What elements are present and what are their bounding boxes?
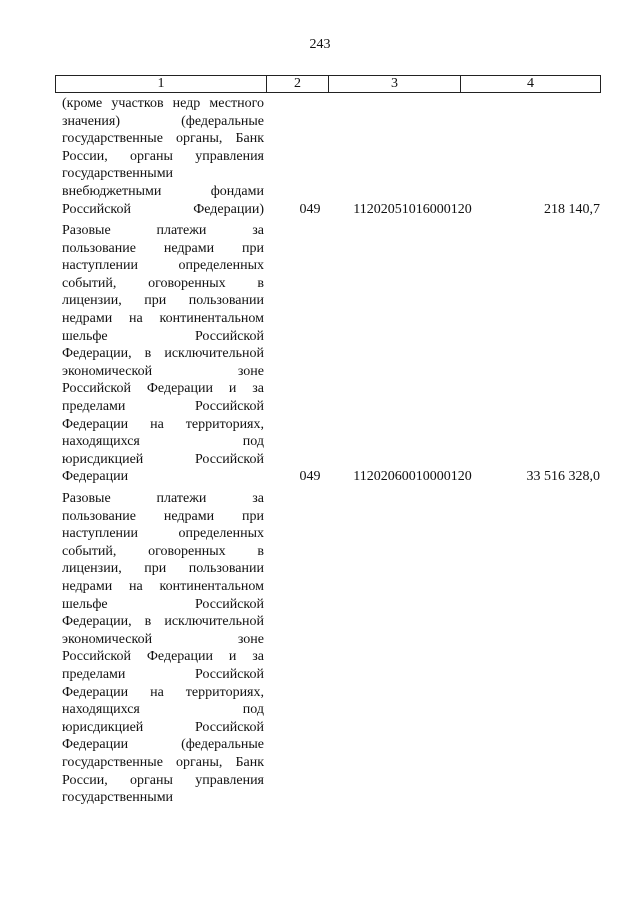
column-header-row	[56, 76, 601, 93]
description-line: Разовые платежи за	[62, 223, 264, 238]
description-line: (кроме участков недр местного	[62, 96, 264, 111]
description-line: событий, оговоренных в	[62, 543, 264, 559]
description-line: пределами Российской	[62, 398, 264, 414]
description-line: шельфе Российской	[62, 328, 264, 344]
description-line: Российской Федерации и за	[62, 649, 264, 665]
description-line: Федерации, в исключительной	[62, 614, 264, 630]
page-number: 243	[309, 37, 331, 52]
description-line: экономической зоне	[62, 631, 264, 647]
row-admin-code: 049	[299, 201, 321, 217]
row-admin-code: 049	[299, 469, 321, 485]
description-line: Российской Федерации и за	[62, 381, 264, 397]
column-header-table	[55, 75, 601, 93]
description-line: государственные органы, Банк	[62, 754, 264, 770]
description-line: Федерации	[62, 469, 129, 485]
description-line: государственными	[62, 790, 174, 806]
description-line: недрами на континентальном	[62, 578, 264, 594]
description-line: государственные органы, Банк	[62, 131, 264, 147]
description-line: пределами Российской	[62, 666, 264, 682]
description-line: лицензии, при пользовании	[62, 561, 264, 577]
description-line: Разовые платежи за	[62, 491, 264, 506]
description-line: событий, оговоренных в	[62, 275, 264, 291]
description-line: значения) (федеральные	[62, 113, 264, 129]
row-description	[62, 490, 264, 807]
description-line: пользование недрами при	[62, 508, 264, 524]
description-line: юрисдикцией Российской	[62, 719, 264, 735]
description-line: шельфе Российской	[62, 596, 264, 612]
column-header-1: 1	[56, 76, 267, 93]
column-header-3: 3	[329, 76, 461, 93]
description-line: России, органы управления	[62, 772, 264, 788]
description-line: наступлении определенных	[62, 258, 264, 274]
description-line: Федерации на территориях,	[62, 416, 264, 432]
description-line: государственными	[62, 166, 174, 182]
description-line: Федерации, в исключительной	[62, 346, 264, 362]
row-description	[62, 95, 264, 218]
row-description	[62, 222, 264, 486]
column-header-4: 4	[461, 76, 601, 93]
description-line: внебюджетными фондами	[62, 183, 264, 199]
description-line: экономической зоне	[62, 363, 264, 379]
row-amount: 218 140,7	[544, 201, 600, 217]
description-line: пользование недрами при	[62, 240, 264, 256]
description-line: Федерации на территориях,	[62, 684, 264, 700]
description-line: России, органы управления	[62, 148, 264, 164]
description-line: находящихся под	[62, 434, 264, 450]
row-amount: 33 516 328,0	[526, 469, 600, 485]
description-line: наступлении определенных	[62, 526, 264, 542]
description-line: юрисдикцией Российской	[62, 451, 264, 467]
description-line: лицензии, при пользовании	[62, 293, 264, 309]
column-header-2: 2	[267, 76, 329, 93]
description-line: Российской Федерации)	[62, 201, 264, 217]
description-line: Федерации (федеральные	[62, 737, 264, 753]
row-kbk-code: 11202051016000120	[353, 201, 472, 217]
description-line: находящихся под	[62, 702, 264, 718]
description-line: недрами на континентальном	[62, 310, 264, 326]
row-kbk-code: 11202060010000120	[353, 469, 472, 485]
